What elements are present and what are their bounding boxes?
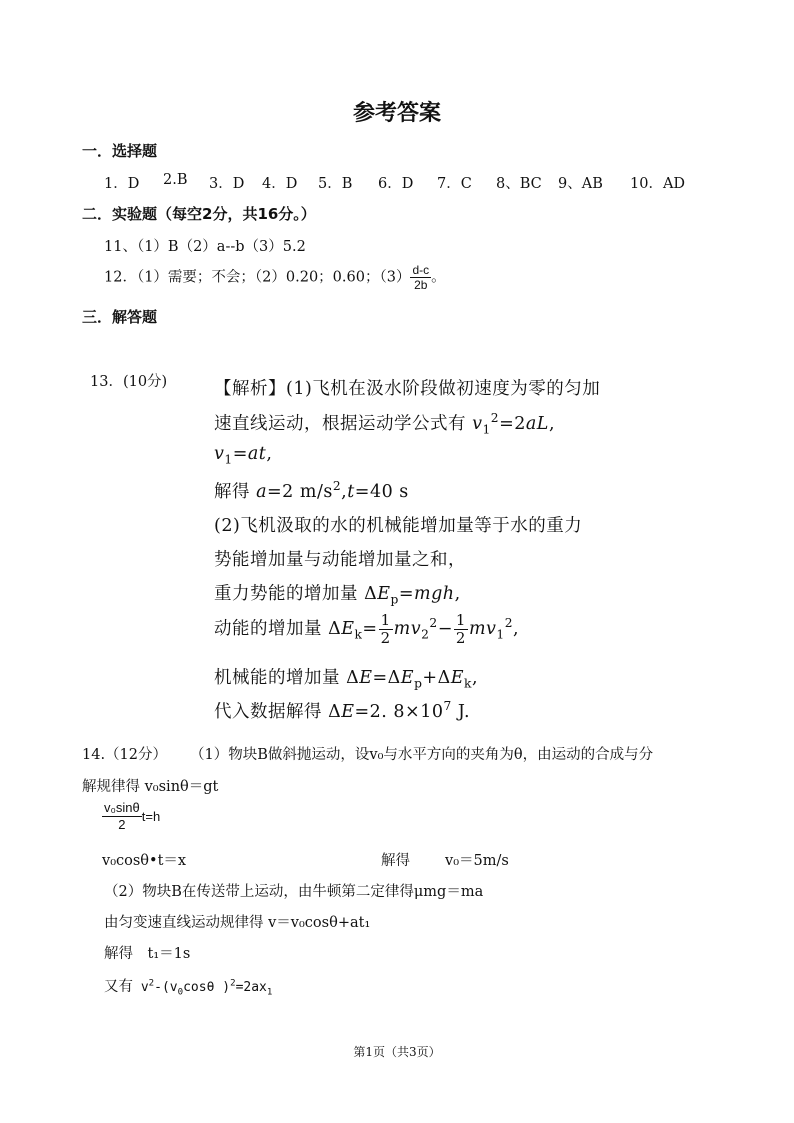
q13-line-8: [214, 612, 519, 647]
q14-fraction: [102, 800, 142, 833]
q13-line-5: (2)飞机汲取的水的机械能增加量等于水的重力: [214, 516, 583, 536]
q14-line-1: （1）物块B做斜抛运动，设v₀与水平方向的夹角为θ，由运动的合成与分: [190, 747, 654, 763]
q13-line-7-text: 重力势能的增加量: [214, 584, 358, 604]
q14-frac-numerator: v₀sinθ: [104, 800, 140, 815]
q14-line-2: 解规律得 v₀sinθ＝gt: [82, 779, 219, 795]
q12-answer: [104, 263, 446, 292]
q13-eq-result: a=2 $m/s^2,t=40$ s: [256, 479, 409, 502]
section-heading-choice: 一．选择题: [82, 142, 158, 160]
q13-line-3-comma: ,: [266, 444, 273, 464]
q14-label: 14.（12分）: [82, 747, 168, 763]
q14-eq-v2: $v^2-(v_0\cos\theta$ )$^2=2ax_1$: [133, 978, 273, 998]
q14-line-7: 解得 t₁＝1s: [104, 946, 191, 962]
q14-line-8-text: 又有: [104, 979, 133, 995]
q13-line-10: [214, 698, 470, 723]
answer-5: 5．B: [318, 176, 353, 192]
q13-eq-v1sq: $v_1^2=2aL$,: [472, 411, 556, 437]
answer-7: 7．C: [437, 176, 472, 192]
q14-frac-denominator: 2: [118, 817, 126, 832]
q13-line-2-text: 速直线运动，根据运动学公式有: [214, 414, 466, 434]
q12-frac-denominator: 2b: [414, 278, 428, 292]
section-heading-solution: 三．解答题: [82, 308, 158, 326]
q13-line-10-text: 代入数据解得: [214, 702, 322, 722]
q13-eq-ep: $\Delta E_p=mgh$,: [358, 584, 461, 607]
answer-4: 4．D: [262, 176, 298, 192]
q14-frac-tail: t=h: [141, 809, 161, 824]
q13-line-7: [214, 580, 461, 607]
q14-line-6: 由匀变速直线运动规律得 v＝v₀cosθ+at₁: [104, 915, 371, 931]
q13-label: 13．(10分): [90, 374, 168, 390]
q13-line-9: [214, 664, 478, 691]
answer-6: 6．D: [378, 176, 414, 192]
section-heading-experiment: 二．实验题（每空2分，共16分。）: [82, 205, 316, 223]
q13-eq-final: ΔE=2. $8\times 10^7$ J.: [322, 699, 471, 722]
answer-8: 8、BC: [496, 176, 542, 192]
q13-eq-ek: $\Delta E_k=$ $\frac{1}{2}$ $mv_2^2-$ $\frac{1}{2}$ $mv_1^2$,: [322, 611, 520, 647]
answer-10: 10．AD: [630, 176, 686, 192]
q12-text: 12．（1）需要；不会；（2）0.20；0.60；（3）: [104, 269, 411, 286]
q13-line-3: [214, 444, 272, 467]
q12-suffix: 。: [431, 269, 446, 286]
answer-9: 9、AB: [558, 176, 603, 192]
page-footer: 第1页（共3页）: [353, 1045, 441, 1059]
q13-line-8-text: 动能的增加量: [214, 619, 322, 639]
q14-line-4b: 解得: [381, 853, 410, 869]
q13-line-6: 势能增加量与动能增加量之和，: [214, 550, 466, 570]
answer-2: 2.B: [163, 172, 188, 188]
q14-line-3: [102, 800, 160, 833]
q14-line-4a: v₀cosθ•t＝x: [102, 853, 187, 869]
q13-line-1: 【解析】(1)飞机在汲水阶段做初速度为零的匀加: [214, 379, 601, 399]
q13-line-9-text: 机械能的增加量: [214, 668, 340, 688]
q13-line-4: [214, 478, 409, 503]
answer-3: 3．D: [209, 176, 245, 192]
q13-line-4-text: 解得: [214, 482, 250, 502]
q11-answer: 11、（1）B（2）a--b（3）5.2: [104, 239, 306, 255]
q14-line-4c: v₀＝5m/s: [445, 853, 509, 869]
q13-eq-v1: $v_1=at$: [214, 444, 267, 467]
answer-1: 1．D: [104, 176, 140, 192]
q12-fraction: [410, 263, 431, 292]
page-title: 参考答案: [352, 101, 441, 126]
q14-line-5: （2）物块B在传送带上运动，由牛顿第二定律得μmg＝ma: [104, 884, 484, 900]
q14-line-8: [104, 975, 272, 998]
q13-eq-e: $\Delta E=\Delta E_p+\Delta E_k$,: [340, 668, 479, 691]
q12-frac-numerator: d-c: [412, 263, 430, 277]
q13-line-2: [214, 410, 555, 437]
